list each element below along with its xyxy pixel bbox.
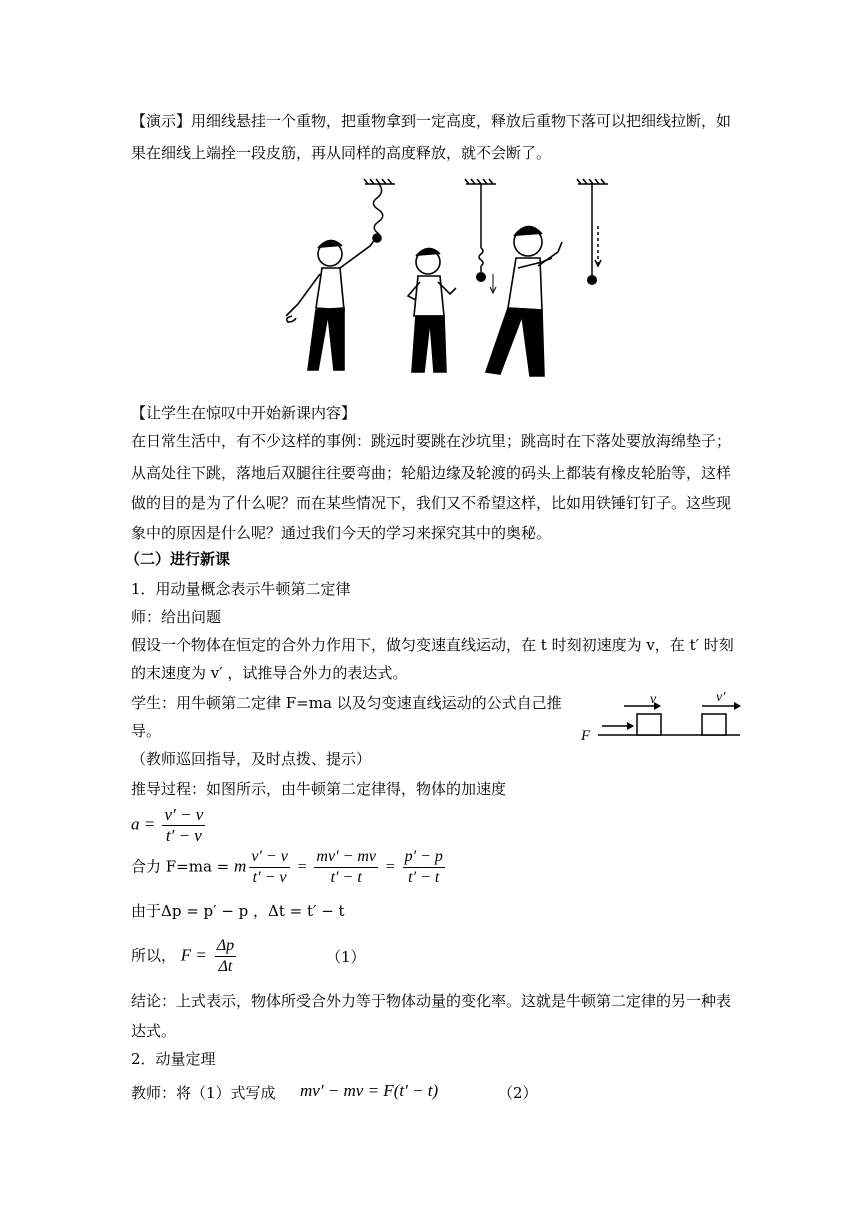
derivation-intro: 推导过程：如图所示，由牛顿第二定律得，物体的加速度 — [131, 780, 507, 798]
ceiling-mount-3 — [577, 179, 608, 276]
problem-line-1: 假设一个物体在恒定的合外力作用下，做匀变速直线运动，在 t 时刻初速度为 v，在 t′ 时刻 — [131, 636, 734, 654]
equation-2-tag: （2） — [498, 1084, 538, 1102]
label-F: F — [581, 728, 591, 742]
item-2-title: 2．动量定理 — [131, 1050, 216, 1068]
item-1-title: 1．用动量概念表示牛顿第二定律 — [131, 580, 351, 598]
boy-figure-3 — [486, 226, 562, 376]
intro-line-3: 做的目的是为了什么呢？而在某些情况下，我们又不希望这样，比如用铁锤钉钉子。这些现 — [131, 494, 732, 512]
teacher-note: （教师巡回指导，及时点拨、提示） — [131, 750, 372, 768]
label-v-prime: v′ — [716, 690, 726, 705]
intro-line-4: 象中的原因是什么呢？通过我们今天的学习来探究其中的奥秘。 — [131, 524, 552, 542]
intro-heading: 【让学生在惊叹中开始新课内容】 — [131, 404, 357, 422]
delta-definition: 由于Δp = p′ − p ，Δt = t′ − t — [131, 902, 345, 920]
intro-line-1: 在日常生活中，有不少这样的事例：跳远时要跳在沙坑里；跳高时在下落处要放海绵垫子； — [131, 432, 732, 450]
weight-ball-3 — [587, 275, 597, 285]
demo-illustration — [280, 176, 620, 391]
teacher-2-prefix: 教师：将（1）式写成 — [131, 1084, 276, 1102]
ceiling-mount-2 — [465, 179, 496, 272]
intro-line-2: 从高处往下跳，落地后双腿往往要弯曲；轮船边缘及轮渡的码头上都装有橡皮轮胎等，这样 — [131, 464, 732, 482]
demo-line-1: 【演示】用细线悬挂一个重物，把重物拿到一定高度，释放后重物下落可以把细线拉断，如 — [131, 112, 732, 130]
teacher-question: 师：给出问题 — [131, 608, 222, 626]
conclusion-line-2: 达式。 — [131, 1022, 177, 1040]
acceleration-equation: a = $\frac{v' - v}{t' - v}$ — [131, 805, 204, 845]
boy-figure-2 — [408, 248, 456, 372]
label-v: v — [650, 692, 657, 707]
equation-1-tag: （1） — [326, 948, 366, 966]
ceiling-mount-1 — [364, 179, 395, 234]
problem-line-2: 的末速度为 v′ ，试推导合外力的表达式。 — [131, 664, 408, 682]
motion-diagram — [578, 686, 748, 742]
section-heading: （二）进行新课 — [125, 550, 231, 568]
boy-figure-1 — [286, 234, 381, 370]
impulse-equation: mv′ − mv = F(t′ − t) — [300, 1081, 439, 1100]
weight-ball-2 — [476, 272, 486, 282]
force-equation: 合力 F=ma = m $\frac{v' - v}{t' - v}$ = $\frac{mv' - mv}{t' - t}$ = $\frac{p' - p}{t' - t}$ — [131, 848, 443, 886]
demo-line-2: 果在细线上端拴一段皮筋，再从同样的高度释放，就不会断了。 — [131, 144, 552, 162]
momentum-rate-equation: 所以， F = $\frac{\Delta p}{\Delta t}$ — [131, 937, 235, 975]
conclusion-line-1: 结论：上式表示，物体所受合外力等于物体动量的变化率。这就是牛顿第二定律的另一种表 — [131, 992, 732, 1010]
student-line-2: 导。 — [131, 722, 162, 740]
student-line-1: 学生：用牛顿第二定律 F=ma 以及匀变速直线运动的公式自己推 — [131, 694, 562, 712]
